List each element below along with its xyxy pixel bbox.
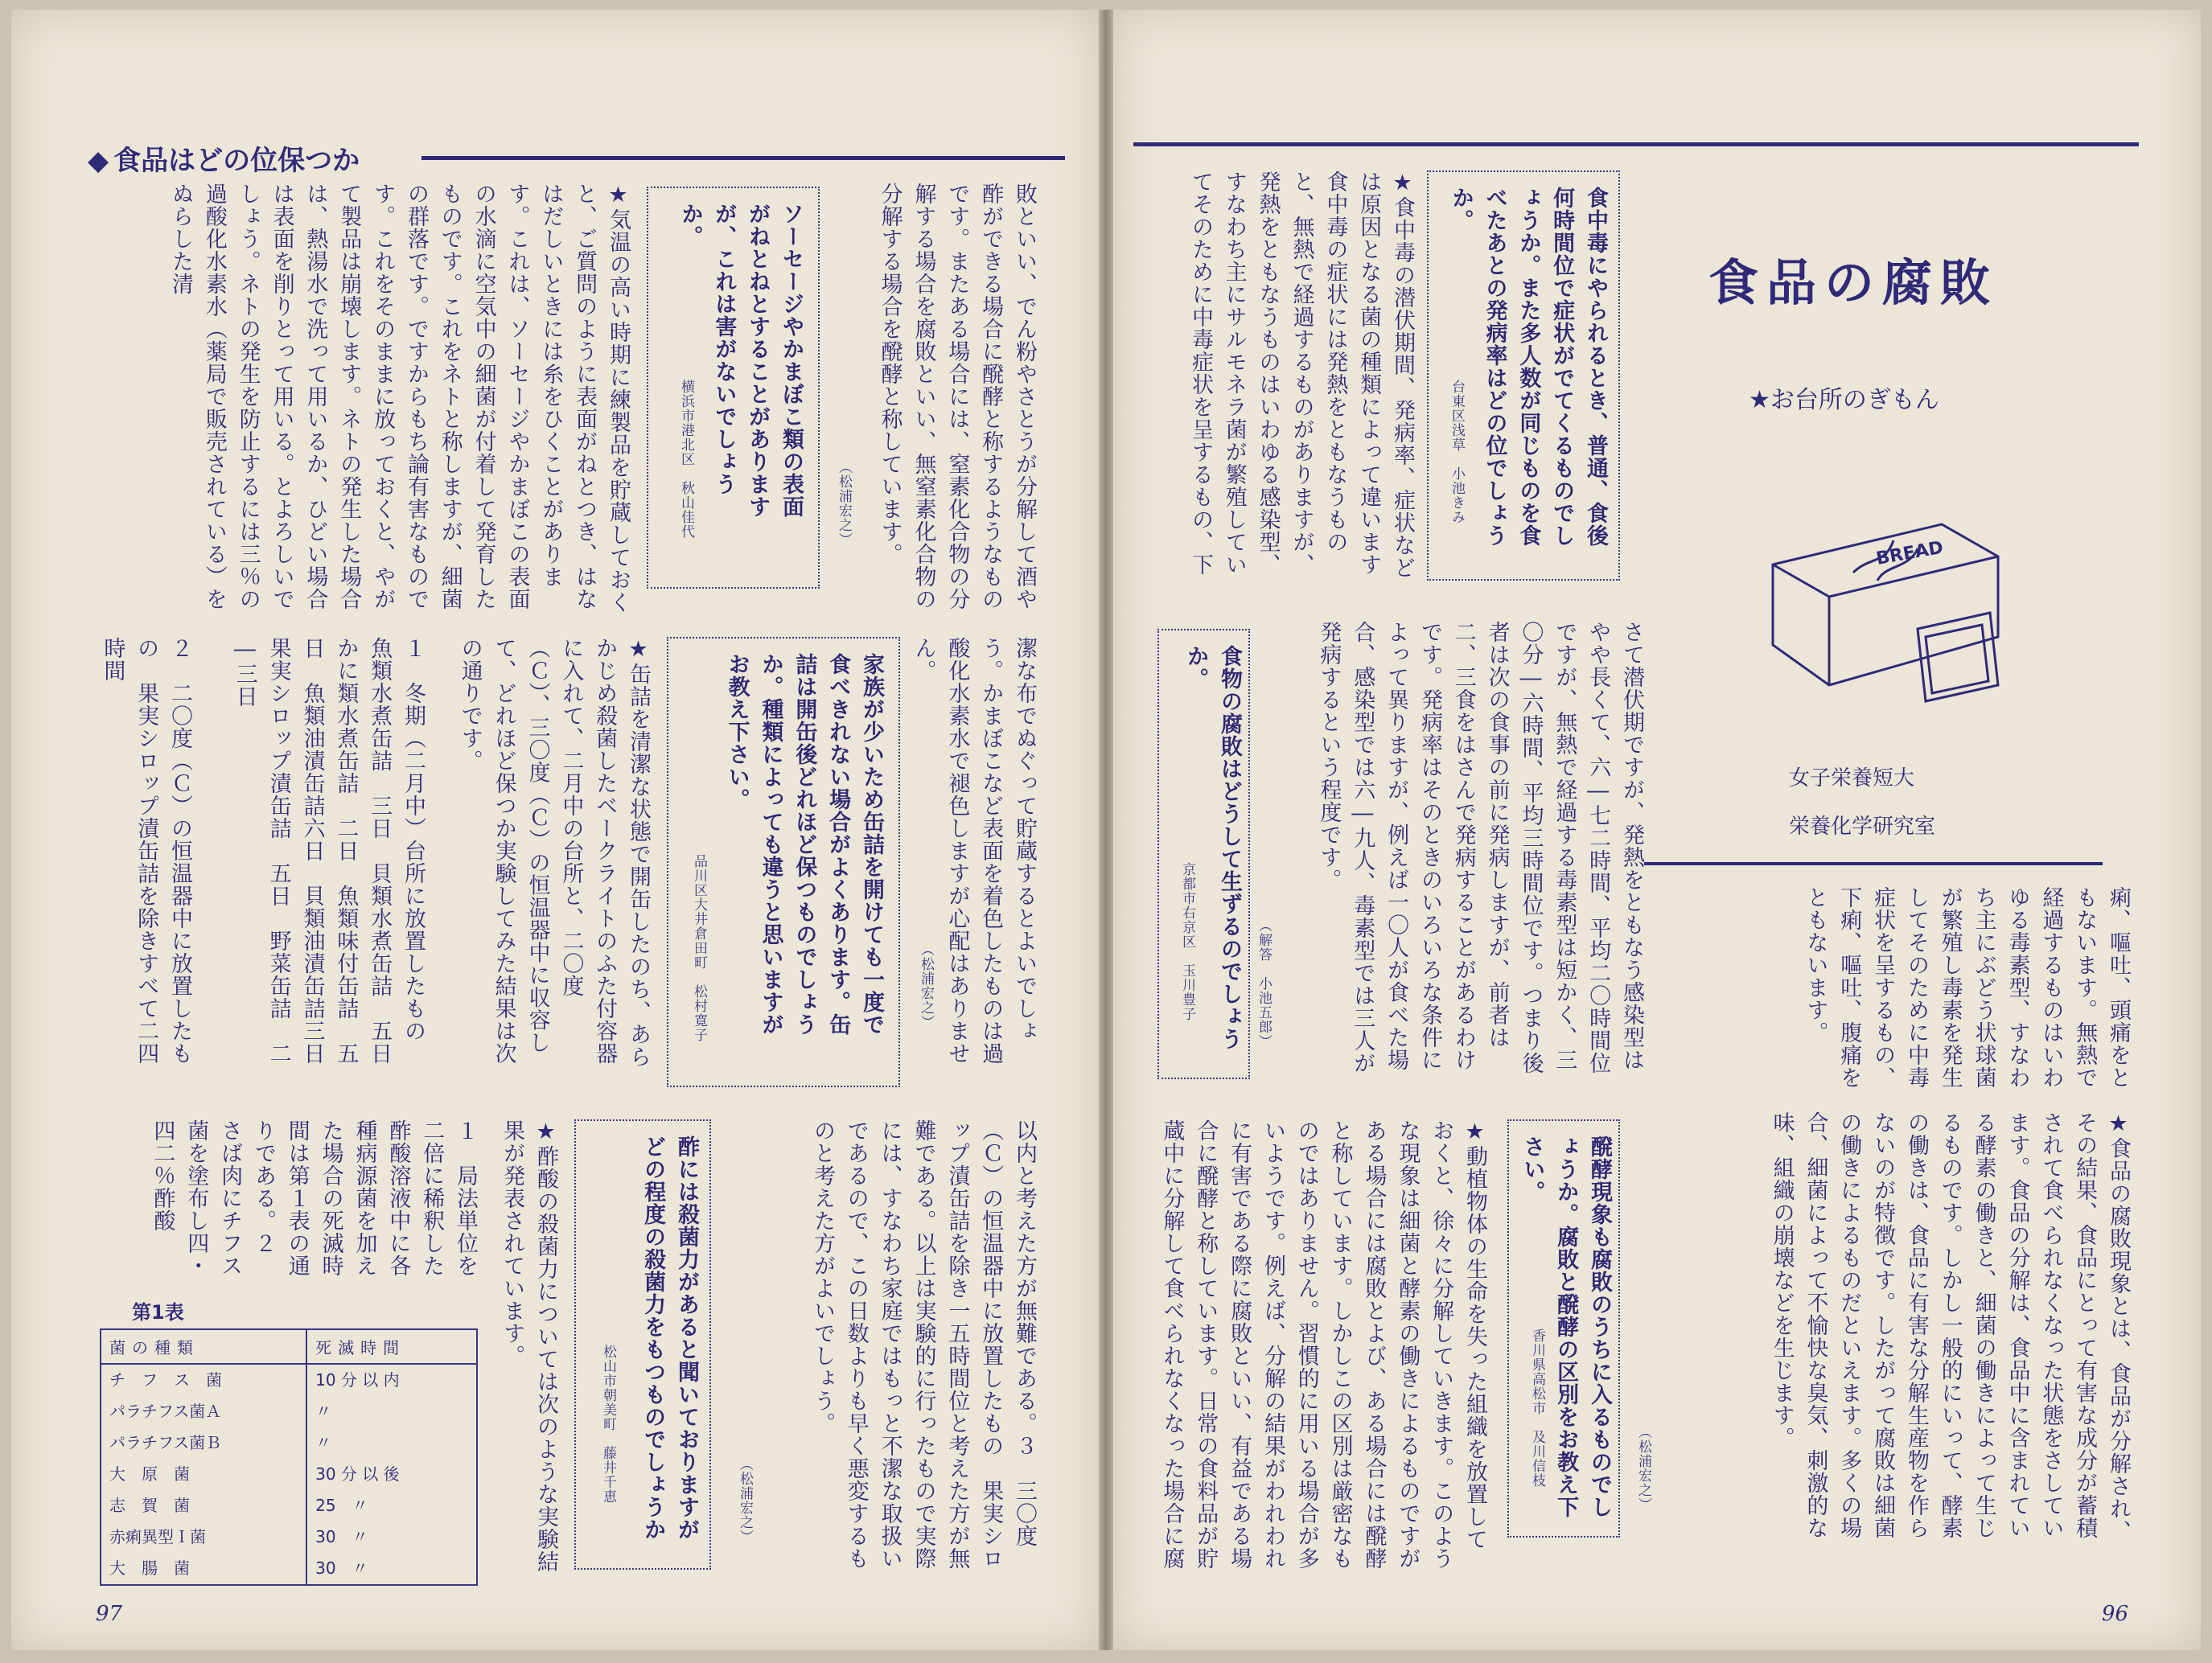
answer-sausage2-signature: （松浦宏之） xyxy=(918,942,934,1029)
header-rule xyxy=(421,156,1065,160)
author-affiliation: 女子栄養短大 xyxy=(1789,766,1915,790)
bread-label: BREAD xyxy=(1874,537,1945,569)
answer-can-list-1: １ 冬期（二月中）台所に放置したもの 魚類水煮缶詰 三日 貝類水煮缶詰 五日 かに類水煮缶詰 二日 魚類味付缶詰 五日 魚類油漬缶詰六日 貝類油漬缶詰三日 果実シロップ漬缶詰 五日 野菜缶詰 二―三日 xyxy=(232,637,426,1087)
table-title: 第1表 xyxy=(132,1301,184,1324)
question-sausage: ソーセージやかまぼこ類の表面がねとねとすることがありますが、これは害がないでしょうか。 xyxy=(677,203,804,518)
table-cell: 10 分 以 内 xyxy=(306,1364,477,1396)
answer-ferment-text: ★動植物体の生命を失った組織を放置しておくと、徐々に分解していきます。このような現象は細菌と酵素の働きによるものですがある場合には腐敗とよび、ある場合には醗酵と称しています。しかしこの区別は厳密なものではありません。習慣的に用いる場合が多いようです。例えば、分解の結果がわれわれに有害である際に腐敗といい、有益である場合に醗酵と称しています。日常の食料品が貯蔵中に分解して食べられなくなった場合に腐 xyxy=(1159,1119,1487,1570)
table-row xyxy=(101,1553,477,1585)
answer-rot-signature: （松浦宏之） xyxy=(1635,1425,1651,1512)
table-cell: パラチフス菌Ａ xyxy=(101,1396,306,1427)
top-rule xyxy=(1133,142,2139,146)
answer-sausage-signature: （松浦宏之） xyxy=(836,460,852,547)
table-cell: 〃 xyxy=(306,1427,477,1459)
answer-poison-signature: （解答 小池五郎） xyxy=(1256,918,1272,1049)
section-header-text: 食品はどの位保つか xyxy=(113,145,360,177)
answer-can-signature: （松浦宏之） xyxy=(737,1457,753,1544)
author-lab: 栄養化学研究室 xyxy=(1789,815,1936,839)
table-cell: 赤痢異型Ｉ菌 xyxy=(101,1521,306,1553)
question-vinegar: 酢には殺菌力があると聞いておりますがどの程度の殺菌力をもつものでしょうか xyxy=(640,1135,699,1541)
section-header xyxy=(88,138,360,178)
table-cell: 志 賀 菌 xyxy=(101,1490,306,1521)
table-row xyxy=(101,1459,477,1490)
question-can-signature: 品川区大井倉田町 松村寛子 xyxy=(691,854,707,1042)
answer-can-list-3: 以内と考えた方が無難である。３ 三〇度（Ｃ）の恒温器中に放置したもの 果実シロップ漬缶詰を除き一五時間位と考えた方が無難である。以上は実験的に行ったもので実際には、すなわち家庭ではもっと不潔な取扱いであるので、この日数よりも早く悪変するものと考えた方がよいでしょう。 xyxy=(809,1119,1037,1570)
table-cell: チ フ ス 菌 xyxy=(101,1364,306,1396)
answer-rot-text: ★食品の腐敗現象とは、食品が分解され、その結果、食品にとって有害な成分が蓄積されて食べられなくなった状態をさしています。食品の分解は、食品中に含まれている酵素の働きと、細菌の働きによって生じるものです。しかし一般的にいって、酵素の働きは、食品に有害な分解生産物を作らないのが特徴です。したがって腐敗は細菌の働きによるものだといえます。多くの場合、細菌によって不愉快な臭気、刺激的な味、組織の崩壊などを生じます。 xyxy=(1769,1111,2131,1542)
answer-poison-text: ★食中毒の潜伏期間、発病率、症状などは原因となる菌の種類によって違います食中毒の症状には発熱をともなうものと、無熱で経過するものがありますが、発熱をともなうものはいわゆる感染型、すなわち主にサルモネラ菌が繁殖していてそのために中毒症状を呈するもの、下 xyxy=(1187,170,1415,579)
question-sausage-signature: 横浜市港北区 秋山佳代 xyxy=(678,380,694,539)
table-row xyxy=(101,1364,477,1396)
page-number-left: 97 xyxy=(96,1602,123,1626)
table-cell: 〃 xyxy=(306,1396,477,1427)
table-cell: 大 原 菌 xyxy=(101,1459,306,1490)
question-ferment-signature: 香川県高松市 及川信枝 xyxy=(1529,1328,1545,1488)
answer-can-list-2: ２ 二〇度（Ｃ）の恒温器中に放置したもの 果実シロップ漬缶詰を除きすべて二四時間 xyxy=(100,637,192,1065)
table-cell: 30 分 以 後 xyxy=(306,1459,477,1490)
question-poison: 食中毒にやられるとき、普通、食後何時間位で症状がでてくるものでしょうか。また多人数が同じものを食べたあとの発病率はどの位でしょうか。 xyxy=(1448,187,1608,547)
question-poison-signature: 台東区浅草 小池きみ xyxy=(1449,380,1465,524)
table-cell: 30 〃 xyxy=(306,1521,477,1553)
table-header-row xyxy=(101,1329,477,1364)
table-cell: 大 腸 菌 xyxy=(101,1553,306,1585)
right-page xyxy=(1113,10,2201,1650)
question-rot-signature: 京都市右京区 玉川豊子 xyxy=(1179,862,1195,1021)
continued-answer-text: 敗といい、でん粉やさとうが分解して酒や酢ができる場合に醗酵と称するようなものです。またある場合には、窒素化合物の分解する場合を腐敗といい、無窒素化合物の分解する場合を醗酵と称しています。 xyxy=(877,183,1037,610)
table-row xyxy=(101,1521,477,1553)
table-cell: パラチフス菌Ｂ xyxy=(101,1427,306,1459)
answer-can-text: ★缶詰を清潔な状態で開缶したのち、あらかじめ殺菌したベークライトのふた付容器に入れて、二月中の台所と、二〇度（Ｃ）、三〇度（Ｃ）の恒温器中に収容して、どれほど保つか実験してみた結果は次の通りです。 xyxy=(457,637,651,1068)
answer-vinegar-text: ★酢酸の殺菌力については次のような実験結果が発表されています。 xyxy=(500,1119,558,1573)
table-header-time: 死滅時間 xyxy=(306,1329,477,1364)
article-title: 食品の腐敗 xyxy=(1708,253,1999,312)
article-subtitle: ★お台所のぎもん xyxy=(1749,386,1939,414)
answer-sausage-text: ★気温の高い時期に練製品を貯蔵しておくと、ご質問のように表面がねとつき、はなはだしいときには糸をひくことがあります。これは、ソーセージやかまぼこの表面の水滴に空気中の細菌が付着して発育したものです。これをネトと称しますが、細菌の群落です。ですからもち論有害なものです。これをそのままに放っておくと、やがて製品は崩壊します。ネトの発生した場合は、熱湯水で洗って用いるか、ひどい場合は表面を削りとって用いる。とよろしいでしょう。ネトの発生を防止するには三％の過酸化水素水（薬局で販売されている）をぬらした清 xyxy=(168,183,631,614)
question-rot: 食物の腐敗はどうして生ずるのでしょうか。 xyxy=(1183,645,1242,1050)
book-gutter xyxy=(1099,10,1113,1650)
diamond-icon: ◆ xyxy=(88,145,109,177)
answer-poison-continued-1: 痢、嘔吐、頭痛をともないます。無熱で経過するものはいわゆる毒素型、すなわち主にぶどう状球菌が繁殖し毒素を発生してそのために中毒症状を呈するもの、下痢、嘔吐、腹痛をともないます。 xyxy=(1803,886,2131,1089)
question-ferment: 醗酵現象も腐敗のうちに入るものでしょうか。腐敗と醗酵の区別をお教え下さい。 xyxy=(1519,1135,1612,1518)
bread-illustration xyxy=(1757,508,2014,717)
answer-vinegar-list: １ 局法単位を二倍に稀釈した酢酸溶液中に各種病源菌を加えた場合の死滅時間は第１表の通りである。２ さば肉にチフス菌を塗布し四・四二％酢酸 xyxy=(150,1119,478,1277)
page-number-right: 96 xyxy=(2101,1602,2128,1626)
answer-sausage-continued: 潔な布でぬぐって貯蔵するとよいでしょう。かまぼこなど表面を着色したものは過酸化水素水で褪色しますが心配はありません。 xyxy=(911,637,1037,1065)
death-time-table xyxy=(100,1328,478,1586)
question-vinegar-signature: 松山市朝美町 藤井千恵 xyxy=(600,1345,616,1504)
table-cell: 25 〃 xyxy=(306,1490,477,1521)
table-cell: 30 〃 xyxy=(306,1553,477,1585)
question-can: 家族が少いため缶詰を開けても一度で食べきれない場合がよくあります。缶詰は開缶後どれほど保つものでしょうか。種類によっても違うと思いますがお教え下さい。 xyxy=(724,653,884,1036)
title-block-rule xyxy=(1644,862,2103,865)
table-row xyxy=(101,1490,477,1521)
table-row xyxy=(101,1427,477,1459)
left-page xyxy=(11,10,1099,1650)
table-row xyxy=(101,1396,477,1427)
table-header-bacteria: 菌の種類 xyxy=(101,1329,306,1364)
answer-poison-continued-2: さて潜伏期ですが、発熱をともなう感染型はやや長くて、六―七二時間、平均二〇時間位ですが、無熱で経過する毒素型は短かく、三〇分―六時間、平均三時間位です。つまり後者は次の食事の前に発病しますが、前者は二、三食をはさんで発病することがあるわけです。発病率はそのときのいろいろな条件によって異りますが、例えば一〇人が食べた場合、感染型では六―九人、毒素型では三人が発病するという程度です。 xyxy=(1316,621,1644,1074)
